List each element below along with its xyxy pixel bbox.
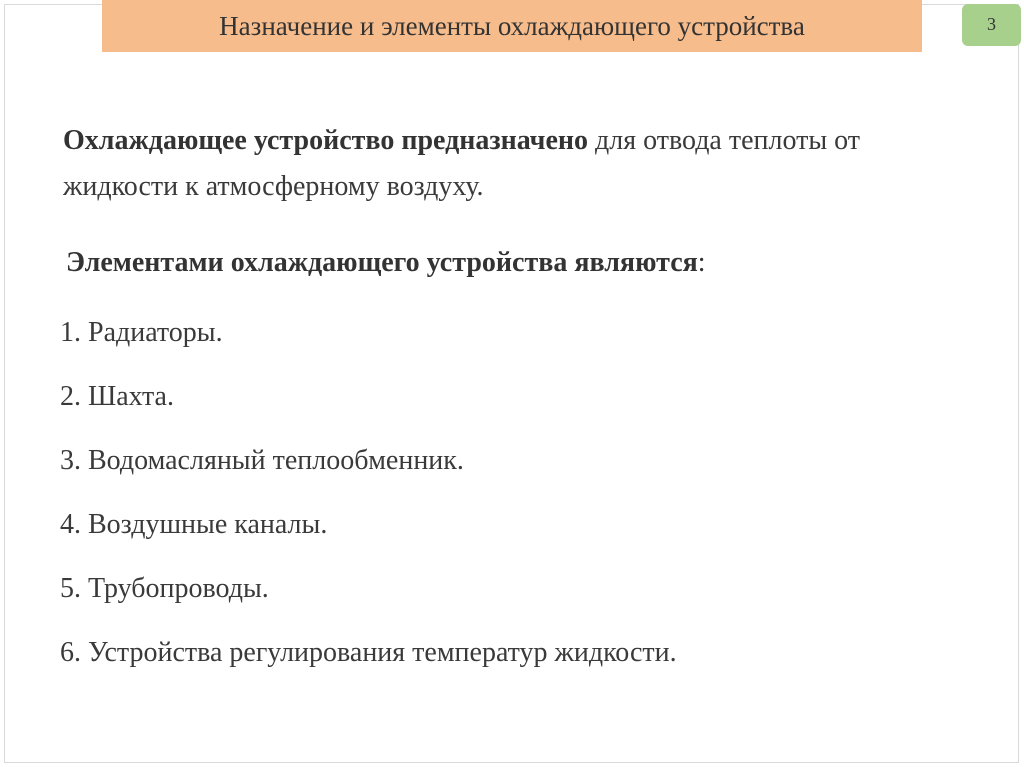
title-bar (102, 0, 922, 52)
page-number: 3 (987, 14, 996, 34)
elements-heading (66, 243, 706, 283)
elements-heading-suffix: : (697, 247, 706, 278)
page-number-badge (962, 4, 1021, 46)
intro-regular-text: для отвода теплоты от жидкости к атмосферному воздуху. (63, 125, 861, 202)
elements-list (60, 313, 677, 697)
list-item: 1. Радиаторы. (60, 317, 223, 348)
intro-paragraph (63, 118, 923, 210)
list-item: 5. Трубопроводы. (60, 573, 269, 604)
list-item: 4. Воздушные каналы. (60, 509, 328, 540)
list-item: 2. Шахта. (60, 381, 174, 412)
list-item: 3. Водомасляный теплообменник. (60, 445, 464, 476)
slide-title: Назначение и элементы охлаждающего устройства (219, 10, 805, 41)
list-item: 6. Устройства регулирования температур жидкости. (60, 637, 677, 668)
elements-heading-bold: Элементами охлаждающего устройства являются (66, 247, 698, 278)
intro-bold-text: Охлаждающее устройство предназначено (63, 125, 588, 156)
